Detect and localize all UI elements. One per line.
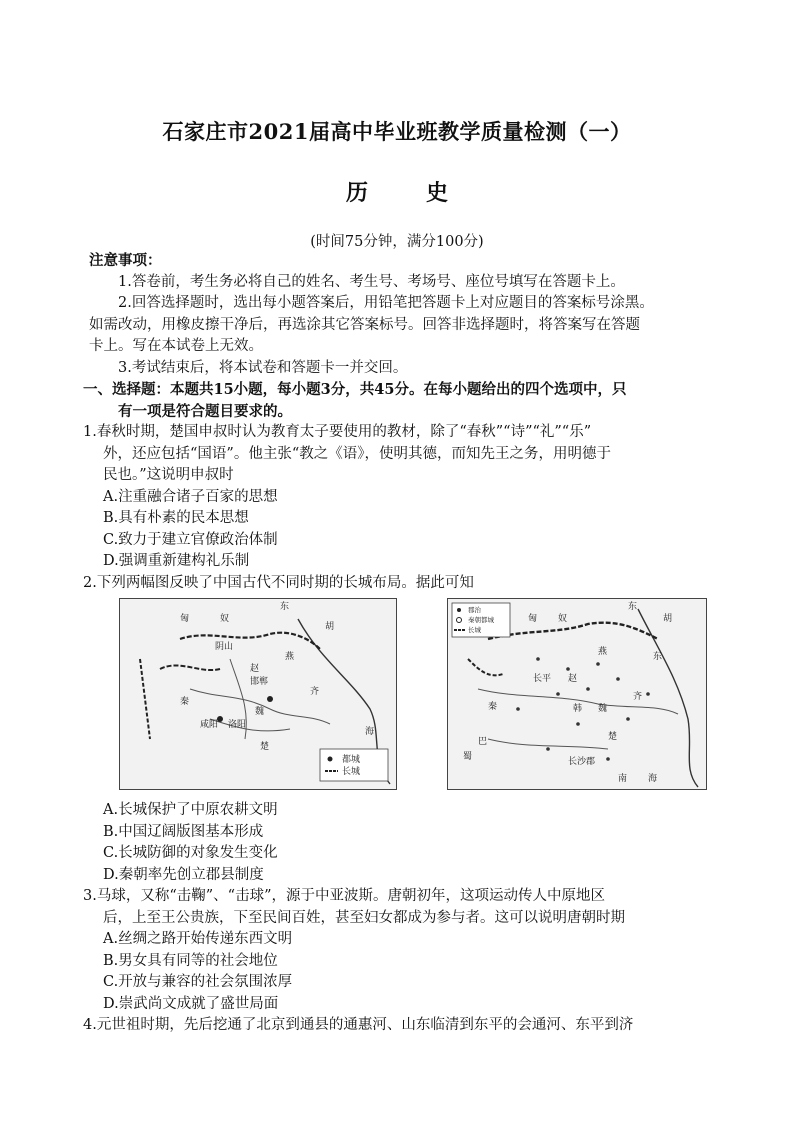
map-label: 齐 (310, 687, 320, 697)
map-label: 长平 (533, 674, 552, 684)
map-label: 燕 (598, 647, 608, 657)
note-item-2: 2.回答选择题时，选出每小题答案后，用铅笔把答题卡上对应题目的答案标号涂黑。 (118, 295, 654, 311)
map-label: 楚 (608, 732, 618, 742)
question-text: 民也。”这说明申叔时 (103, 467, 234, 483)
map-label: 奴 (220, 614, 230, 624)
question-text: 1.春秋时期，楚国申叔时认为教育太子要使用的教材，除了“春秋”“诗”“礼”“乐” (83, 424, 592, 440)
question-2 (83, 573, 699, 887)
option-c: C.致力于建立官僚政治体制 (103, 531, 278, 548)
map-label: 胡 (325, 622, 335, 632)
map-label: 巴 (478, 737, 488, 747)
map-label: 燕 (285, 652, 295, 662)
map-label: 蜀 (463, 752, 473, 762)
map-label: 海 (648, 774, 658, 784)
map-label: 东 (653, 652, 663, 662)
option-a: A.长城保护了中原农耕文明 (103, 802, 278, 818)
map-label: 海 (365, 727, 375, 737)
map-label: 奴 (558, 614, 568, 624)
section-heading: 一、选择题：本题共15小题，每小题3分，共45分。在每小题给出的四个选项中，只 (83, 381, 627, 398)
map-figure-1 (119, 598, 397, 790)
map-label: 东 (280, 602, 290, 612)
map-label: 匈 (180, 614, 190, 624)
question-1 (83, 422, 699, 573)
map-label: 秦 (180, 697, 190, 707)
map-label: 阴山 (215, 642, 234, 652)
section-heading-cont: 有一项是符合题目要求的。 (118, 402, 292, 420)
option-b: B.男女具有同等的社会地位 (103, 952, 278, 969)
map-label: 洛阳 (228, 720, 247, 730)
map-label: 东 (628, 602, 638, 612)
option-a: A.注重融合诸子百家的思想 (103, 488, 278, 505)
option-c: C.开放与兼容的社会氛围浓厚 (103, 974, 293, 990)
question-4 (83, 1015, 699, 1037)
map-legend: 郡治 (468, 606, 481, 614)
option-b: B.具有朴素的民本思想 (103, 510, 249, 526)
time-info: (时间75分钟，满分100分) (310, 234, 484, 250)
question-text: 3.马球，又称“击鞠”、“击球”，源于中亚波斯。唐朝初年，这项运动传人中原地区 (83, 888, 605, 904)
question-text: 4.元世祖时期，先后挖通了北京到通县的通惠河、山东临清到东平的会通河、东平到济 (83, 1017, 634, 1033)
note-item-2-cont: 如需改动，用橡皮擦干净后，再选涂其它答案标号。回答非选择题时，将答案写在答题 (89, 316, 640, 333)
option-d: D.秦朝率先创立郡县制度 (103, 866, 264, 883)
exam-body (83, 250, 699, 1037)
option-c: C.长城防御的对象发生变化 (103, 845, 278, 861)
map-label: 南 (618, 774, 628, 784)
map-figures (89, 598, 699, 794)
map-legend: 长城 (342, 767, 361, 777)
subject-title: 历 史 (345, 180, 466, 206)
map-label: 秦 (488, 702, 498, 712)
map-label: 楚 (260, 742, 270, 752)
map-label: 咸阳 (200, 720, 219, 730)
map-label: 韩 (573, 704, 583, 714)
map-label: 齐 (633, 692, 643, 702)
notes-heading: 注意事项： (89, 252, 162, 269)
note-item-3: 3.考试结束后，将本试卷和答题卡一并交回。 (118, 359, 408, 376)
map-legend: 都城 (342, 755, 361, 765)
map-legend: 长城 (468, 626, 481, 634)
map-label: 赵 (568, 674, 578, 684)
map-label: 魏 (255, 707, 265, 717)
map-label: 魏 (598, 704, 608, 714)
map-label: 长沙郡 (568, 757, 596, 767)
map-label: 匈 (528, 614, 538, 624)
question-text: 外，还应包括“国语”。他主张“教之《语》，使明其德，而知先王之务，用明德于 (103, 445, 611, 462)
note-item-2-cont: 卡上。写在本试卷上无效。 (89, 338, 263, 354)
exam-title: 石家庄市2021届高中毕业班教学质量检测（一） (162, 119, 632, 144)
option-b: B.中国辽阔版图基本形成 (103, 823, 264, 840)
option-a: A.丝绸之路开始传递东西文明 (103, 931, 293, 947)
question-3 (83, 886, 699, 1015)
map-label: 赵 (250, 664, 260, 674)
map-label: 邯郸 (250, 677, 269, 687)
map-legend: 秦朝都城 (468, 616, 494, 624)
note-item-1: 1.答卷前，考生务必将自己的姓名、考生号、考场号、座位号填写在答题卡上。 (118, 273, 625, 290)
map-label: 胡 (663, 614, 673, 624)
question-text: 2.下列两幅图反映了中国古代不同时期的长城布局。据此可知 (83, 574, 474, 591)
option-d: D.强调重新建构礼乐制 (103, 553, 250, 569)
question-text: 后，上至王公贵族，下至民间百姓，甚至妇女都成为参与者。这可以说明唐朝时期 (103, 909, 625, 926)
option-d: D.崇武尚文成就了盛世局面 (103, 995, 279, 1012)
map-figure-2 (447, 598, 707, 790)
